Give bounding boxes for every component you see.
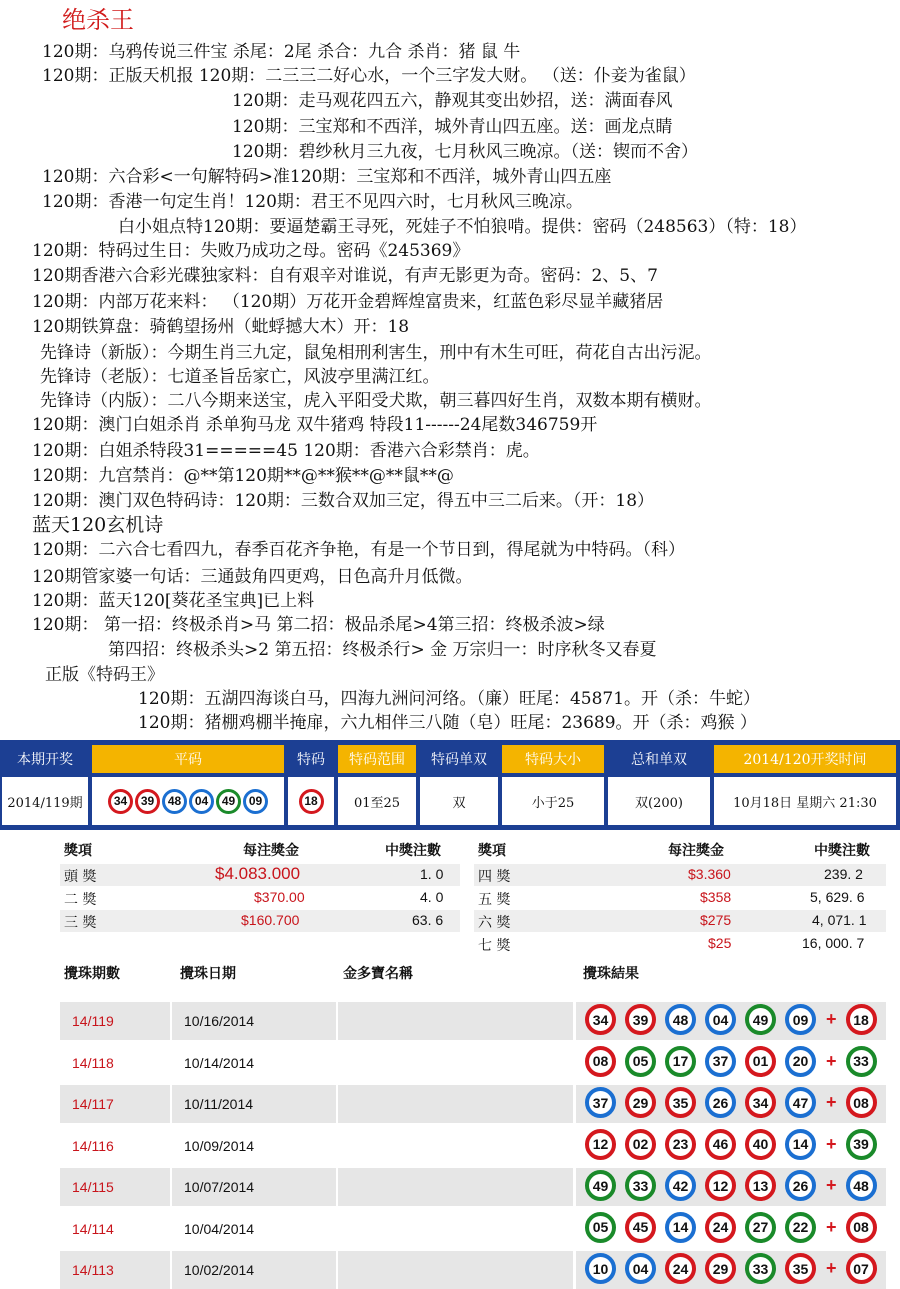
prize-count: 4. 0 xyxy=(420,889,444,905)
plus-sign: + xyxy=(826,1092,837,1112)
result-ball: 48 xyxy=(665,1004,696,1035)
result-ball: 14 xyxy=(665,1212,696,1243)
draw-special-ball: 18 xyxy=(299,789,324,814)
prize-count: 63. 6 xyxy=(412,912,444,928)
history-result xyxy=(585,1004,877,1035)
draw-header-normal: 平码 xyxy=(92,745,284,773)
special-result-ball: 08 xyxy=(846,1087,877,1118)
plus-sign: + xyxy=(826,1133,837,1154)
result-ball: 33 xyxy=(625,1170,656,1201)
history-issue: 14/119 xyxy=(72,1013,114,1029)
text-line: 第四招：终极杀头>2 第五招：终极杀行> 金 万宗归一：时序秋冬又春夏 xyxy=(108,640,657,660)
text-line: 先锋诗（老版）：七道圣旨岳家亡，风波亭里满江红。 xyxy=(40,367,440,387)
prize-name: 頭 獎 xyxy=(64,869,97,885)
history-result xyxy=(585,1253,877,1284)
special-result-ball: 07 xyxy=(846,1253,877,1284)
special-result-ball: 08 xyxy=(846,1212,877,1243)
history-result xyxy=(585,1170,877,1201)
result-ball: 47 xyxy=(785,1087,816,1118)
text-line: 正版《特码王》 xyxy=(45,665,164,685)
draw-size: 小于25 xyxy=(502,777,604,825)
draw-range: 01至25 xyxy=(338,777,416,825)
text-line: 120期：三宝郑和不西洋，城外青山四五座。送：画龙点睛 xyxy=(232,117,673,137)
history-date: 10/04/2014 xyxy=(184,1220,255,1237)
prize-header-count: 中獎注數 xyxy=(814,843,870,859)
history-row xyxy=(60,1085,886,1123)
result-ball: 49 xyxy=(745,1004,776,1035)
result-ball: 42 xyxy=(665,1170,696,1201)
draw-sum-odd-even: 双(200) xyxy=(608,777,710,825)
result-ball: 17 xyxy=(665,1046,696,1077)
text-line: 120期：内部万花来料： （120期）万花开金碧辉煌富贵来，红蓝色彩尽显羊藏猪居 xyxy=(32,292,664,312)
text-line: 120期：特码过生日：失败乃成功之母。密码《245369》 xyxy=(32,241,470,261)
text-line: 120期：二六合七看四九，春季百花齐争艳，有是一个节日到，得尾就为中特码。（科） xyxy=(32,540,685,560)
history-row xyxy=(60,1210,886,1248)
history-date: 10/07/2014 xyxy=(184,1179,255,1195)
draw-ball: 49 xyxy=(216,789,241,814)
text-line: 120期：走马观花四五六，静观其变出妙招，送：满面春风 xyxy=(232,91,673,111)
draw-issue: 2014/119期 xyxy=(2,777,88,825)
draw-ball: 48 xyxy=(162,789,187,814)
history-issue: 14/117 xyxy=(72,1096,114,1112)
text-line: 120期：九宫禁肖：@**第120期**@**猴**@**鼠**@ xyxy=(32,466,454,486)
history-header-date: 攪珠日期 xyxy=(180,966,236,982)
text-line: 120期：猪棚鸡棚半掩扉，六九相伴三八随（皂）旺尾：23689。开（杀：鸡猴 ） xyxy=(138,713,757,733)
result-ball: 24 xyxy=(665,1253,696,1284)
history-header-name: 金多寶名稱 xyxy=(343,966,413,982)
column-separator xyxy=(336,1085,338,1123)
text-line: 120期香港六合彩光碟独家料：自有艰辛对谁说，有声无影更为奇。密码：2、5、7 xyxy=(32,266,658,286)
text-line: 120期铁算盘：骑鹤望扬州（蚍蜉撼大木）开：18 xyxy=(32,317,410,337)
draw-ball: 39 xyxy=(135,789,160,814)
text-line: 白小姐点特120期：要逼楚霸王寻死，死娃子不怕狼啃。提供：密码（248563）（特：18） xyxy=(118,217,807,237)
column-separator xyxy=(336,1168,338,1206)
result-ball: 12 xyxy=(705,1170,736,1201)
text-line: 蓝天120玄机诗 xyxy=(32,514,164,536)
history-result xyxy=(585,1129,877,1160)
draw-header-odd-even: 特码单双 xyxy=(420,745,498,773)
result-ball: 34 xyxy=(745,1087,776,1118)
prize-header-count: 中獎注數 xyxy=(385,843,441,859)
text-line: 120期：六合彩<一句解特码>准120期：三宝郑和不西洋，城外青山四五座 xyxy=(42,167,612,187)
prize-amount: $4.083.000 xyxy=(215,864,301,883)
history-row xyxy=(60,1168,886,1206)
history-date: 10/02/2014 xyxy=(184,1262,255,1278)
draw-header-special: 特码 xyxy=(288,745,334,773)
prize-count: 4, 071. 1 xyxy=(812,912,867,928)
special-result-ball: 39 xyxy=(846,1129,877,1160)
plus-sign: + xyxy=(826,1050,837,1071)
history-result xyxy=(585,1046,877,1077)
result-ball: 04 xyxy=(705,1004,736,1035)
prize-count: 1. 0 xyxy=(420,866,444,882)
text-line: 120期：澳门白姐杀肖 杀单狗马龙 双牛猪鸡 特段11------24尾数346759开 xyxy=(32,415,598,435)
draw-ball: 34 xyxy=(108,789,133,814)
column-separator xyxy=(170,1085,172,1123)
history-result xyxy=(585,1087,877,1118)
prize-count: 5, 629. 6 xyxy=(810,889,865,905)
page-title: 绝杀王 xyxy=(62,6,134,34)
prize-count: 16, 000. 7 xyxy=(802,935,865,951)
result-ball: 20 xyxy=(785,1046,816,1077)
result-ball: 01 xyxy=(745,1046,776,1077)
prize-amount: $275 xyxy=(700,912,732,928)
result-ball: 05 xyxy=(625,1046,656,1077)
result-ball: 09 xyxy=(785,1004,816,1035)
history-issue: 14/118 xyxy=(72,1054,114,1071)
result-ball: 29 xyxy=(625,1087,656,1118)
result-ball: 34 xyxy=(585,1004,616,1035)
result-ball: 24 xyxy=(705,1212,736,1243)
history-header-result: 攪珠結果 xyxy=(583,966,639,982)
history-row xyxy=(60,1044,886,1082)
text-line: 120期：五湖四海谈白马，四海九洲问河络。（廉）旺尾：45871。开（杀：牛蛇） xyxy=(138,689,761,709)
result-ball: 45 xyxy=(625,1212,656,1243)
history-issue: 14/113 xyxy=(72,1262,114,1278)
prize-header-name: 獎項 xyxy=(478,843,506,859)
column-separator xyxy=(170,1168,172,1206)
column-separator xyxy=(170,1002,172,1040)
result-ball: 05 xyxy=(585,1212,616,1243)
prize-name: 七 獎 xyxy=(478,938,511,954)
text-line: 先锋诗（内版）：二八今期来送宝，虎入平阳受犬欺，朝三暮四好生肖，双数本期有横财。 xyxy=(40,391,712,411)
history-date: 10/16/2014 xyxy=(184,1013,255,1029)
column-separator xyxy=(336,1251,338,1289)
current-draw-table xyxy=(0,740,900,830)
result-ball: 49 xyxy=(585,1170,616,1201)
draw-odd-even: 双 xyxy=(420,777,498,825)
special-result-ball: 18 xyxy=(846,1004,877,1035)
prize-count: 239. 2 xyxy=(824,866,863,882)
result-ball: 27 xyxy=(745,1212,776,1243)
result-ball: 23 xyxy=(665,1129,696,1160)
prize-header-amount: 每注獎金 xyxy=(243,843,299,859)
text-line: 120期：乌鸦传说三件宝 杀尾：2尾 杀合：九合 杀肖：猪 鼠 牛 xyxy=(42,42,521,62)
result-ball: 33 xyxy=(745,1253,776,1284)
draw-ball: 04 xyxy=(189,789,214,814)
history-issue: 14/116 xyxy=(72,1137,114,1154)
prize-amount: $3.360 xyxy=(688,866,731,882)
special-result-ball: 33 xyxy=(846,1046,877,1077)
result-ball: 08 xyxy=(585,1046,616,1077)
prize-amount: $160.700 xyxy=(241,912,300,928)
draw-header-sum: 总和单双 xyxy=(608,745,710,773)
result-ball: 40 xyxy=(745,1129,776,1160)
prize-amount: $358 xyxy=(700,889,732,905)
draw-header-issue: 本期开奖 xyxy=(2,745,88,773)
history-date: 10/11/2014 xyxy=(184,1096,254,1112)
result-ball: 37 xyxy=(705,1046,736,1077)
draw-header-range: 特码范围 xyxy=(338,745,416,773)
history-issue: 14/114 xyxy=(72,1220,114,1237)
result-ball: 26 xyxy=(785,1170,816,1201)
prize-amount: $25 xyxy=(708,935,732,951)
prize-name: 二 獎 xyxy=(64,892,97,908)
result-ball: 29 xyxy=(705,1253,736,1284)
plus-sign: + xyxy=(826,1009,837,1029)
history-date: 10/14/2014 xyxy=(184,1054,255,1071)
draw-special-number xyxy=(288,777,334,825)
prize-header-name: 獎項 xyxy=(64,843,92,859)
prize-name: 五 獎 xyxy=(478,892,511,908)
history-header-issue: 攪珠期數 xyxy=(64,966,120,982)
history-row xyxy=(60,1127,886,1165)
result-ball: 10 xyxy=(585,1253,616,1284)
result-ball: 39 xyxy=(625,1004,656,1035)
history-row xyxy=(60,1002,886,1040)
result-ball: 35 xyxy=(785,1253,816,1284)
column-separator xyxy=(573,1251,576,1289)
text-line: 120期：蓝天120[葵花圣宝典]已上料 xyxy=(32,591,315,611)
text-line: 120期：澳门双色特码诗：120期：三数合双加三定，得五中三二后来。（开：18） xyxy=(32,491,655,511)
column-separator xyxy=(336,1002,338,1040)
result-ball: 04 xyxy=(625,1253,656,1284)
draw-next-time: 10月18日 星期六 21:30 xyxy=(714,777,896,825)
text-line: 120期：碧纱秋月三九夜，七月秋风三晚凉。（送：锲而不舍） xyxy=(232,142,698,162)
prize-header-amount: 每注獎金 xyxy=(668,843,724,859)
history-result xyxy=(585,1212,877,1243)
text-line: 120期：正版天机报 120期：二三三二好心水，一个三字发大财。 （送：仆妾为雀鼠） xyxy=(42,66,696,86)
result-ball: 46 xyxy=(705,1129,736,1160)
history-row xyxy=(60,1251,886,1289)
special-result-ball: 48 xyxy=(846,1170,877,1201)
result-ball: 37 xyxy=(585,1087,616,1118)
result-ball: 26 xyxy=(705,1087,736,1118)
result-ball: 13 xyxy=(745,1170,776,1201)
column-separator xyxy=(170,1251,172,1289)
text-line: 120期：香港一句定生肖！120期：君王不见四六时，七月秋风三晚凉。 xyxy=(42,192,583,212)
result-ball: 35 xyxy=(665,1087,696,1118)
draw-header-next-time: 2014/120开奖时间 xyxy=(714,745,896,773)
column-separator xyxy=(573,1002,576,1040)
column-separator xyxy=(573,1085,576,1123)
text-line: 120期管家婆一句话：三通鼓角四更鸡，日色高升月低微。 xyxy=(32,567,473,587)
draw-numbers xyxy=(92,777,284,825)
prize-name: 三 獎 xyxy=(64,915,97,931)
result-ball: 14 xyxy=(785,1129,816,1160)
prize-name: 六 獎 xyxy=(478,915,511,931)
prize-amount: $370.00 xyxy=(254,889,305,905)
text-line: 120期： 第一招：终极杀肖>马 第二招：极品杀尾>4第三招：终极杀波>绿 xyxy=(32,615,605,635)
result-ball: 22 xyxy=(785,1212,816,1243)
text-line: 120期：白姐杀特段31=====45 120期：香港六合彩禁肖：虎。 xyxy=(32,441,540,461)
plus-sign: + xyxy=(826,1258,837,1278)
prize-name: 四 獎 xyxy=(478,869,511,885)
history-issue: 14/115 xyxy=(72,1179,114,1195)
history-date: 10/09/2014 xyxy=(184,1137,255,1154)
column-separator xyxy=(573,1168,576,1206)
plus-sign: + xyxy=(826,1175,837,1195)
draw-header-size: 特码大小 xyxy=(502,745,604,773)
result-ball: 02 xyxy=(625,1129,656,1160)
result-ball: 12 xyxy=(585,1129,616,1160)
plus-sign: + xyxy=(826,1216,837,1237)
text-line: 先锋诗（新版）：今期生肖三九定，鼠兔相刑利害生，刑中有木生可旺，荷花自古出污泥。 xyxy=(40,343,712,363)
draw-ball: 09 xyxy=(243,789,268,814)
